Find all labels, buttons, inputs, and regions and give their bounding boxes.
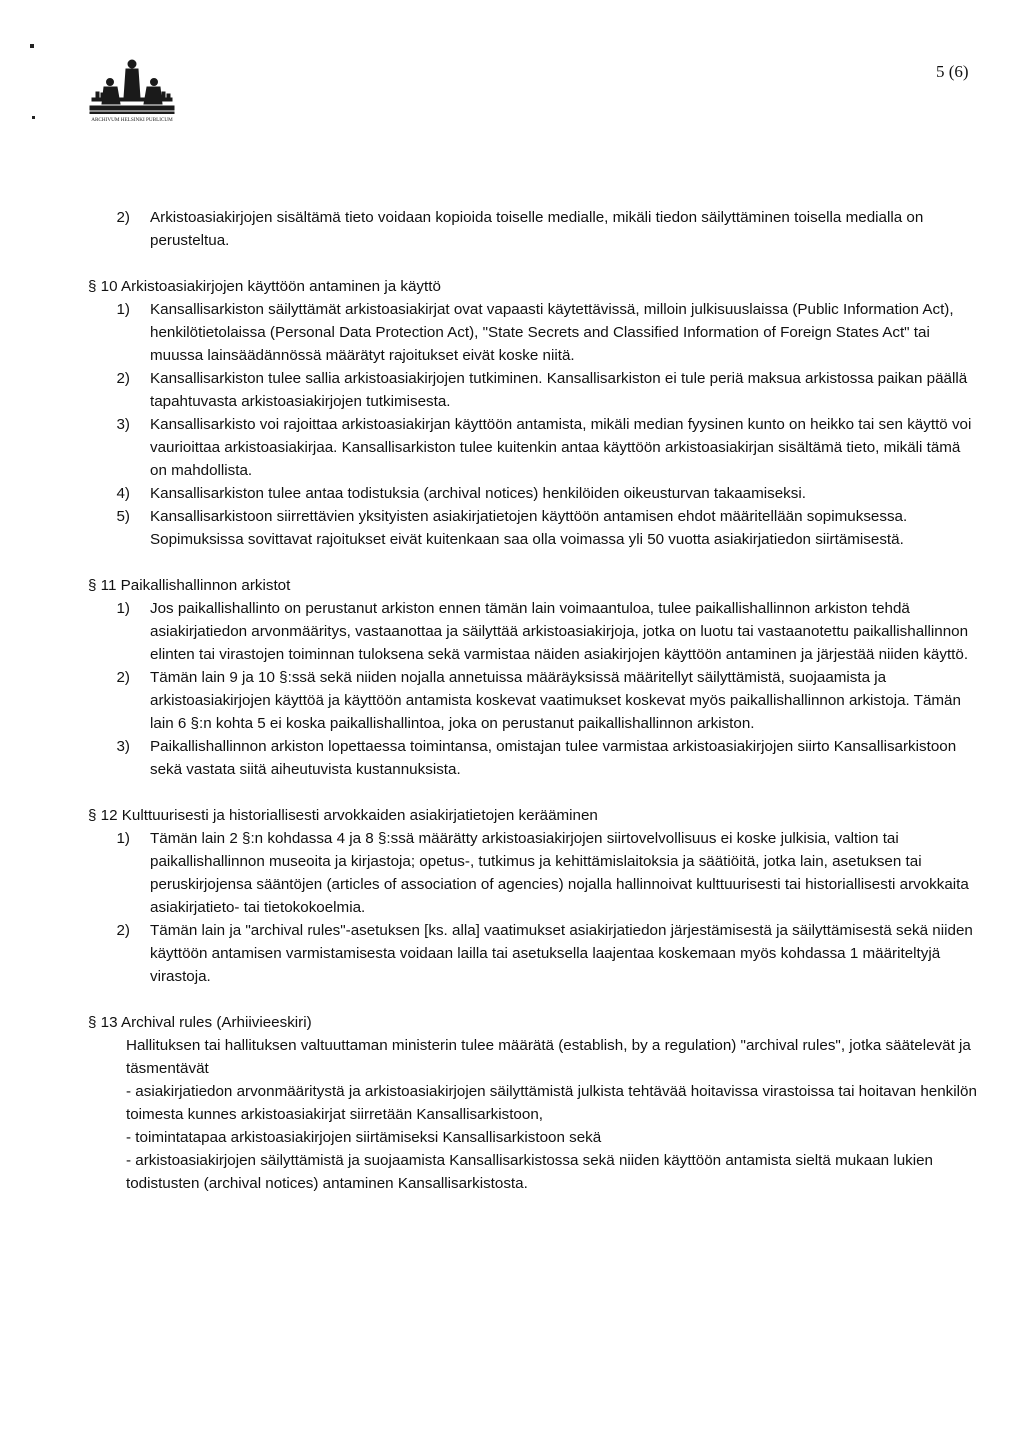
item-text: Kansallisarkistoon siirrettävien yksityisten asiakirjatietojen käyttöön antamisen ehdot määritellään sopimuksessa. Sopimuksissa sovittavat rajoitukset eivät kuitenkaan saa olla voimassa yli 50 vuotta asiakirjatiedon siirtämisestä. — [150, 508, 908, 548]
item-number: 5) — [116, 508, 130, 525]
item-text: Jos paikallishallinto on perustanut arkiston ennen tämän lain voimaantuloa, tulee paikallishallinnon arkiston tehdä asiakirjatiedon arvonmääritys, vastaanottaa ja säilyttää arkistoasiakirjoja, jotka on luotu tai vastaanotettu paikallishallinnon elinten tai virastojen toiminnan tuloksena sekä varmistaa näiden asiakirjojen käyttöön antaminen ja järjestää niiden käyttö. — [150, 600, 969, 663]
list-item — [88, 505, 980, 551]
item-number: 2) — [116, 209, 130, 226]
item-text: Kansallisarkisto voi rajoittaa arkistoasiakirjan käyttöön antamista, mikäli median fyysinen kunto on heikko tai sen käyttö voi vaurioittaa arkistoasiakirjaa. Kansallisarkiston tulee kuitenkin antaa käyttöön arkistoasiakirjan sisältämä tieto, mikäli tämä on mahdollista. — [150, 416, 972, 479]
section-12 — [88, 804, 980, 988]
list-item — [88, 597, 980, 666]
section-13 — [88, 1011, 980, 1195]
item-number: 1) — [116, 301, 130, 318]
document-body — [88, 206, 980, 1218]
section-10 — [88, 275, 980, 551]
paragraph: - asiakirjatiedon arvonmääritystä ja arkistoasiakirjojen säilyttämistä julkista tehtävää hoitavissa virastoissa tai hoitavan henkilön toimesta kunnes arkistoasiakirjat siirretään Kansallisarkistoon, — [126, 1083, 977, 1123]
scan-mark — [32, 116, 35, 119]
list-item — [88, 735, 980, 781]
item-text: Tämän lain ja "archival rules"-asetuksen [ks. alla] vaatimukset asiakirjatiedon järjestämisestä ja säilyttämisestä sekä niiden käyttöön antamisen varmistamisesta voidaan lailla tai asetuksella laajentaa koskemaan myös kohdassa 1 määriteltyjä virastoja. — [150, 922, 973, 985]
item-text: Kansallisarkiston tulee sallia arkistoasiakirjojen tutkiminen. Kansallisarkiston ei tule periä maksua arkistossa paikan päällä tapahtuvasta arkistoasiakirjojen tutkimisesta. — [150, 370, 968, 410]
item-text: Tämän lain 9 ja 10 §:ssä sekä niiden nojalla annetuissa määräyksissä määritellyt säilyttämistä, suojaamista ja arkistoasiakirjojen käyttöä ja käyttöön antamista koskevat vaatimukset koskevat myös paikallishallinnon arkistoja. Tämän lain 6 §:n kohta 5 ei koska paikallishallintoa, joka on perustanut paikallishallinnon arkiston. — [150, 669, 961, 732]
paragraph: - toimintatapaa arkistoasiakirjojen siirtämiseksi Kansallisarkistoon sekä — [126, 1129, 602, 1146]
section-heading: § 13 Archival rules (Arhiivieeskiri) — [88, 1014, 312, 1031]
paragraph: - arkistoasiakirjojen säilyttämistä ja suojaamista Kansallisarkistossa sekä niiden käyttöön antamista sieltä mukaan lukien todistusten (archival notices) antaminen Kansallisarkistosta. — [126, 1152, 933, 1192]
item-text: Kansallisarkiston säilyttämät arkistoasiakirjat ovat vapaasti käytettävissä, milloin julkisuuslaissa (Public Information Act), henkilötietolaissa (Personal Data Protection Act), "State Secrets and Classified Information of Foreign States Act" tai muussa lainsäädännössä määrätyt rajoitukset eivät koske niitä. — [150, 301, 954, 364]
list-item — [88, 919, 980, 988]
list-item — [88, 666, 980, 735]
item-text: Kansallisarkiston tulee antaa todistuksia (archival notices) henkilöiden oikeusturvan takaamiseksi. — [150, 485, 806, 502]
paragraph: Hallituksen tai hallituksen valtuuttaman ministerin tulee määrätä (establish, by a regulation) "archival rules", jotka säätelevät ja täsmentävät — [126, 1037, 971, 1077]
list-item — [88, 367, 980, 413]
item-number: 3) — [116, 416, 130, 433]
section-heading: § 10 Arkistoasiakirjojen käyttöön antaminen ja käyttö — [88, 278, 441, 295]
item-number: 4) — [116, 485, 130, 502]
item-text: Tämän lain 2 §:n kohdassa 4 ja 8 §:ssä määrätty arkistoasiakirjojen siirtovelvollisuus ei koske julkisia, valtion tai paikallishallinnon museoita ja kirjastoja; opetus-, tutkimus ja kehittämislaitoksia ja säätiöitä, jotka lain, asetuksen tai peruskirjojensa sääntöjen (articles of association of agencies) nojalla hallinnoivat kulttuurisesti tai historiallisesti arvokkaita asiakirjatieto- tai tietokokoelmia. — [150, 830, 969, 916]
item-text: Paikallishallinnon arkiston lopettaessa toimintansa, omistajan tulee varmistaa arkistoasiakirjojen siirto Kansallisarkistoon sekä vastata siitä aiheutuvista kustannuksista. — [150, 738, 957, 778]
item-number: 2) — [116, 669, 130, 686]
list-item — [88, 298, 980, 367]
item-number: 2) — [116, 922, 130, 939]
list-item — [88, 206, 980, 252]
list-item — [88, 827, 980, 919]
list-item — [88, 482, 980, 505]
item-text: Arkistoasiakirjojen sisältämä tieto voidaan kopioida toiselle medialle, mikäli tiedon säilyttäminen toisella medialla on perusteltua. — [150, 209, 924, 249]
section-11 — [88, 574, 980, 781]
item-number: 2) — [116, 370, 130, 387]
scan-mark — [30, 44, 34, 48]
list-item — [88, 413, 980, 482]
item-number: 1) — [116, 830, 130, 847]
section-heading: § 11 Paikallishallinnon arkistot — [88, 577, 291, 594]
svg-text:ARCHIVUM HELSINKI PUBLICUM: ARCHIVUM HELSINKI PUBLICUM — [91, 117, 173, 123]
page-number: 5 (6) — [936, 62, 969, 81]
archive-logo — [84, 54, 180, 124]
intro-section — [88, 206, 980, 252]
section-heading: § 12 Kulttuurisesti ja historiallisesti arvokkaiden asiakirjatietojen kerääminen — [88, 807, 598, 824]
item-number: 3) — [116, 738, 130, 755]
item-number: 1) — [116, 600, 130, 617]
